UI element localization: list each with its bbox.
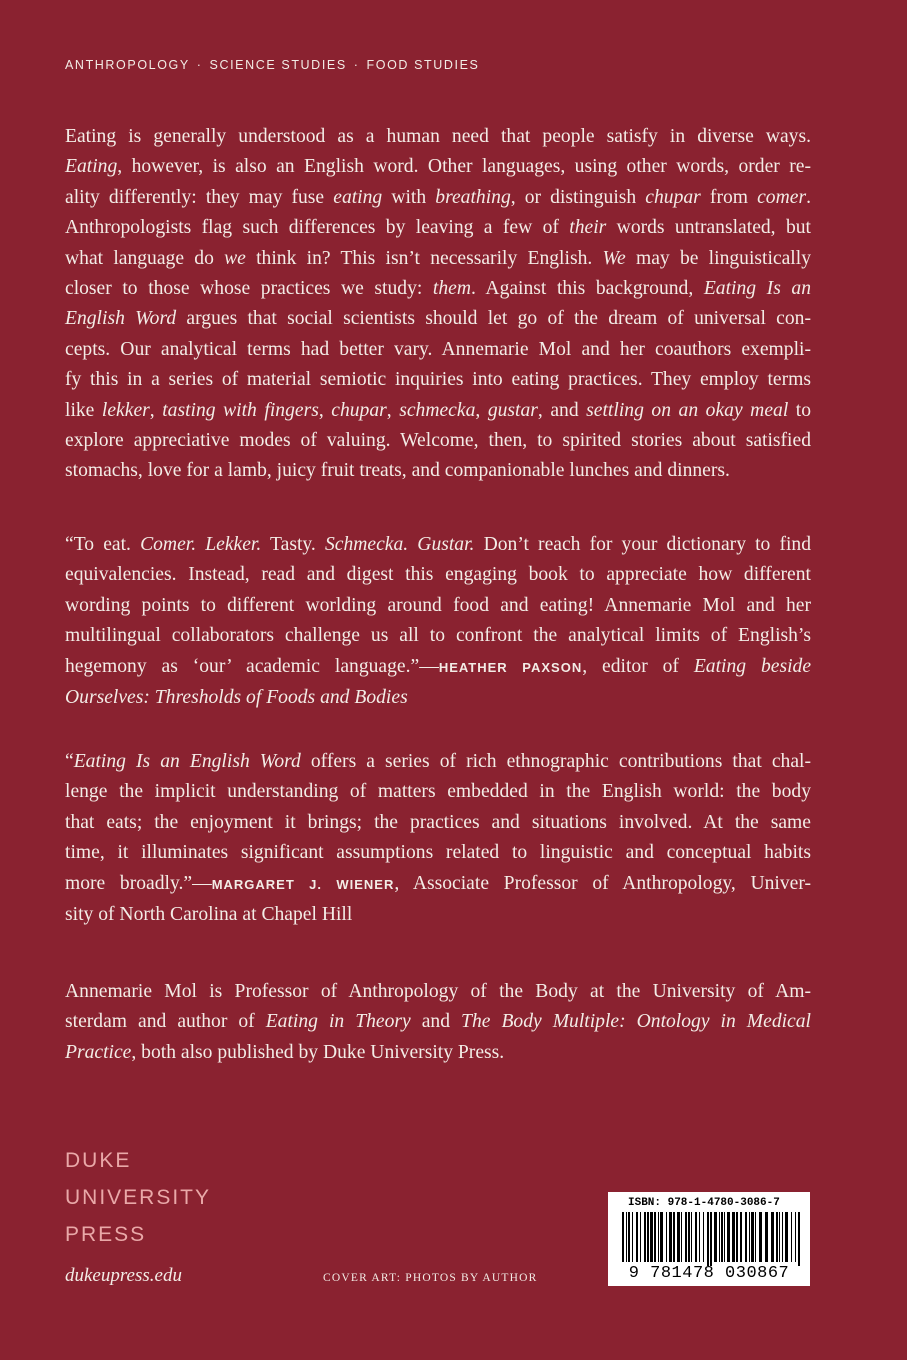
barcode-bar xyxy=(636,1212,638,1262)
quote-line: wording points to different worlding around food and eating! Annemarie Mol and her xyxy=(65,594,811,616)
quote-line: Ourselves: Thresholds of Foods and Bodies xyxy=(65,687,408,709)
barcode-bar xyxy=(721,1212,723,1262)
description-line: closer to those whose practices we study: them. Against this background, Eating Is an xyxy=(65,278,812,300)
endorsement-wiener xyxy=(65,747,811,930)
cover-art-credit: COVER ART: PHOTOS BY AUTHOR xyxy=(323,1272,538,1284)
barcode-bar xyxy=(669,1212,672,1262)
barcode-bar xyxy=(658,1212,659,1262)
barcode-bar xyxy=(647,1212,649,1262)
barcode-bar xyxy=(779,1212,780,1262)
barcode-digits: 9 781478 030867 xyxy=(628,1264,790,1283)
bio-line: Practice, both also published by Duke University Press. xyxy=(65,1041,505,1063)
barcode-bar xyxy=(703,1212,704,1262)
category-separator: · xyxy=(353,58,360,72)
barcode-bar xyxy=(736,1212,738,1262)
quote-line: multilingual collaborators challenge us all to confront the analytical limits of English’s xyxy=(65,625,811,647)
category-separator: · xyxy=(196,58,203,72)
barcode-bar xyxy=(673,1212,675,1262)
barcode-bar xyxy=(732,1212,735,1262)
subject-categories xyxy=(65,58,480,72)
barcode-bar xyxy=(795,1212,796,1262)
barcode-bar xyxy=(622,1212,624,1262)
barcode-bar xyxy=(727,1212,730,1262)
category-science-studies: SCIENCE STUDIES xyxy=(209,58,347,72)
publisher-line: DUKE xyxy=(65,1149,132,1172)
quote-line: lenge the implicit understanding of matters embedded in the English world: the body xyxy=(65,781,811,803)
barcode-bar xyxy=(660,1212,663,1262)
barcode-bars-icon xyxy=(614,1212,804,1266)
barcode-bar xyxy=(740,1212,742,1262)
quote-line: more broadly.”—MARGARET J. WIENER, Associate Professor of Anthropology, Univer- xyxy=(65,872,811,894)
description-line: stomachs, love for a lamb, juicy fruit treats, and companionable lunches and dinners. xyxy=(65,460,730,482)
author-bio xyxy=(65,977,811,1068)
barcode-bar xyxy=(707,1212,709,1266)
barcode-bar xyxy=(798,1212,800,1266)
quote-line: that eats; the enjoyment it brings; the practices and situations involved. At the same xyxy=(65,811,811,833)
quote-line: equivalencies. Instead, read and digest this engaging book to appreciate how different xyxy=(65,564,811,586)
barcode-bar xyxy=(628,1212,630,1262)
barcode-bar xyxy=(776,1212,778,1262)
barcode-bar xyxy=(751,1212,754,1262)
barcode-bar xyxy=(749,1212,750,1262)
isbn-barcode xyxy=(608,1192,810,1286)
quote-line: “To eat. Comer. Lekker. Tasty. Schmecka. Gustar. Don’t reach for your dictionary to find xyxy=(65,534,812,555)
barcode-bar xyxy=(695,1212,697,1262)
barcode-bar xyxy=(745,1212,747,1262)
barcode-bar xyxy=(654,1212,656,1262)
quote-line: “Eating Is an English Word offers a series of rich ethnographic contributions that chal- xyxy=(65,751,811,772)
barcode-bar xyxy=(785,1212,788,1262)
description-line: ality differently: they may fuse eating with breathing, or distinguish chupar from comer. xyxy=(65,186,811,208)
category-anthropology: ANTHROPOLOGY xyxy=(65,58,190,72)
description-line: fy this in a series of material semiotic inquiries into eating practices. They employ terms xyxy=(65,369,811,391)
publisher-website[interactable]: dukeupress.edu xyxy=(65,1265,182,1286)
barcode-bar xyxy=(640,1212,641,1262)
endorser-name: HEATHER PAXSON xyxy=(438,659,583,675)
bio-line: sterdam and author of Eating in Theory and The Body Multiple: Ontology in Medical xyxy=(65,1011,811,1033)
barcode-bar xyxy=(771,1212,774,1262)
barcode-bar xyxy=(677,1212,680,1262)
barcode-bar xyxy=(765,1212,768,1262)
barcode-bar xyxy=(724,1212,725,1262)
description-line: Eating is generally understood as a human need that people satisfy in diverse ways. xyxy=(65,126,811,147)
endorsement-paxson xyxy=(65,530,811,713)
barcode-bar xyxy=(691,1212,692,1262)
publisher-logo xyxy=(65,1142,211,1253)
isbn-label: ISBN: 978-1-4780-3086-7 xyxy=(628,1197,780,1209)
barcode-bar xyxy=(759,1212,762,1262)
barcode-bar xyxy=(755,1212,756,1262)
barcode-bar xyxy=(782,1212,783,1262)
bio-line: Annemarie Mol is Professor of Anthropology of the Body at the University of Am- xyxy=(65,981,811,1002)
category-food-studies: FOOD STUDIES xyxy=(366,58,480,72)
barcode-bar xyxy=(791,1212,792,1262)
barcode-bar xyxy=(685,1212,687,1262)
book-description xyxy=(65,122,811,487)
barcode-bar xyxy=(644,1212,646,1262)
description-line: explore appreciative modes of valuing. Welcome, then, to spirited stories about satisfied xyxy=(65,430,811,452)
quote-line: sity of North Carolina at Chapel Hill xyxy=(65,904,353,926)
description-line: Anthropologists flag such differences by leaving a few of their words untranslated, but xyxy=(65,217,811,239)
quote-line: time, it illuminates significant assumptions related to linguistic and conceptual habits xyxy=(65,842,811,864)
barcode-bar xyxy=(719,1212,720,1262)
publisher-line: PRESS xyxy=(65,1223,147,1246)
barcode-bar xyxy=(714,1212,717,1262)
description-line: cepts. Our analytical terms had better vary. Annemarie Mol and her coauthors exempli- xyxy=(65,338,811,360)
description-line: like lekker, tasting with fingers, chupar, schmecka, gustar, and settling on an okay meal to xyxy=(65,399,812,421)
barcode-bar xyxy=(666,1212,667,1262)
barcode-bar xyxy=(632,1212,633,1262)
publisher-line: UNIVERSITY xyxy=(65,1186,212,1209)
barcode-bar xyxy=(681,1212,682,1262)
description-line: Eating, however, is also an English word. Other languages, using other words, order re- xyxy=(65,156,811,178)
endorser-name: MARGARET J. WIENER xyxy=(211,876,395,892)
barcode-bar xyxy=(688,1212,690,1262)
barcode-bar xyxy=(650,1212,653,1262)
description-line: what language do we think in? This isn’t necessarily English. We may be linguistically xyxy=(65,247,811,269)
barcode-bar xyxy=(699,1212,700,1262)
quote-line: hegemony as ‘our’ academic language.”—HEATHER PAXSON, editor of Eating beside xyxy=(65,655,812,677)
barcode-bar xyxy=(710,1212,712,1266)
description-line: English Word argues that social scientists should let go of the dream of universal con- xyxy=(65,308,811,330)
barcode-bar xyxy=(626,1212,627,1262)
